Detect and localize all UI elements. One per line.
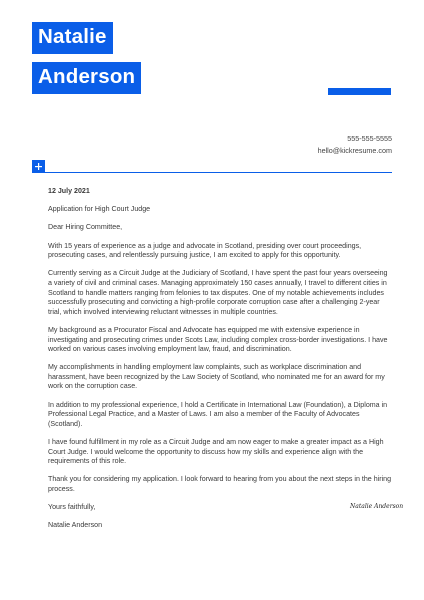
letter-paragraph: Currently serving as a Circuit Judge at the Judiciary of Scotland, I have spent the past four years overseeing a variety of civil and criminal cases. Managing approximately 150 cases annually, I travel to different cities in Scotland to handle matters ranging from felonies to tax disputes. One of my notable achievements includes successfully prosecuting and convicting a high-profile corporate corruption case after a challenging 2-year trial, which involved interviewing reluctant witnesses in multiple countries. [48,269,388,316]
name-first: Natalie [32,22,113,54]
letter-paragraph: I have found fulfillment in my role as a Circuit Judge and am now eager to make a greater impact as a High Court Judge. I would welcome the opportunity to discuss how my skills and experience align with the requirements of this role. [48,438,384,466]
letter-body [48,187,392,540]
letter-paragraph: Thank you for considering my application. I look forward to hearing from you about the next steps in the hiring process. [48,475,392,493]
signature: Natalie Anderson [350,503,404,510]
contact-block [318,133,392,157]
letter-salutation: Dear Hiring Committee, [48,223,123,232]
letter-paragraph: In addition to my professional experience, I hold a Certificate in International Law (Foundation), a Diploma in Professional Legal Practice, and a Master of Laws. I am also a member of the Faculty of Advocates (Scotland). [48,400,388,428]
accent-bar [328,88,391,95]
divider-line [45,172,392,173]
letter-date: 12 July 2021 [48,187,90,195]
letter-closing: Yours faithfully, [48,503,96,512]
letter-paragraph: My accomplishments in handling employment law complaints, such as workplace discrimination and harassment, have been recognized by the Law Society of Scotland, who nominated me for an award for my work on the corruption case. [48,363,385,391]
contact-email: hello@kickresume.com [317,146,392,155]
letter-subject: Application for High Court Judge [48,205,151,214]
letter-paragraph: My background as a Procurator Fiscal and Advocate has equipped me with extensive experience in investigating and prosecuting crimes under Scots Law, including complex cross-border investigations. I have worked on various cases involving employment law, fraud, and discrimination. [48,325,388,354]
letter-paragraph: With 15 years of experience as a judge and advocate in Scotland, presiding over court proceedings, prosecuting cases, and relentlessly pursuing justice, I am excited to apply for this opportunity. [48,241,362,260]
contact-phone: 555-555-5555 [347,134,392,143]
plus-icon [32,160,45,173]
name-last: Anderson [32,62,141,94]
letter-sender-name: Natalie Anderson [48,521,103,530]
